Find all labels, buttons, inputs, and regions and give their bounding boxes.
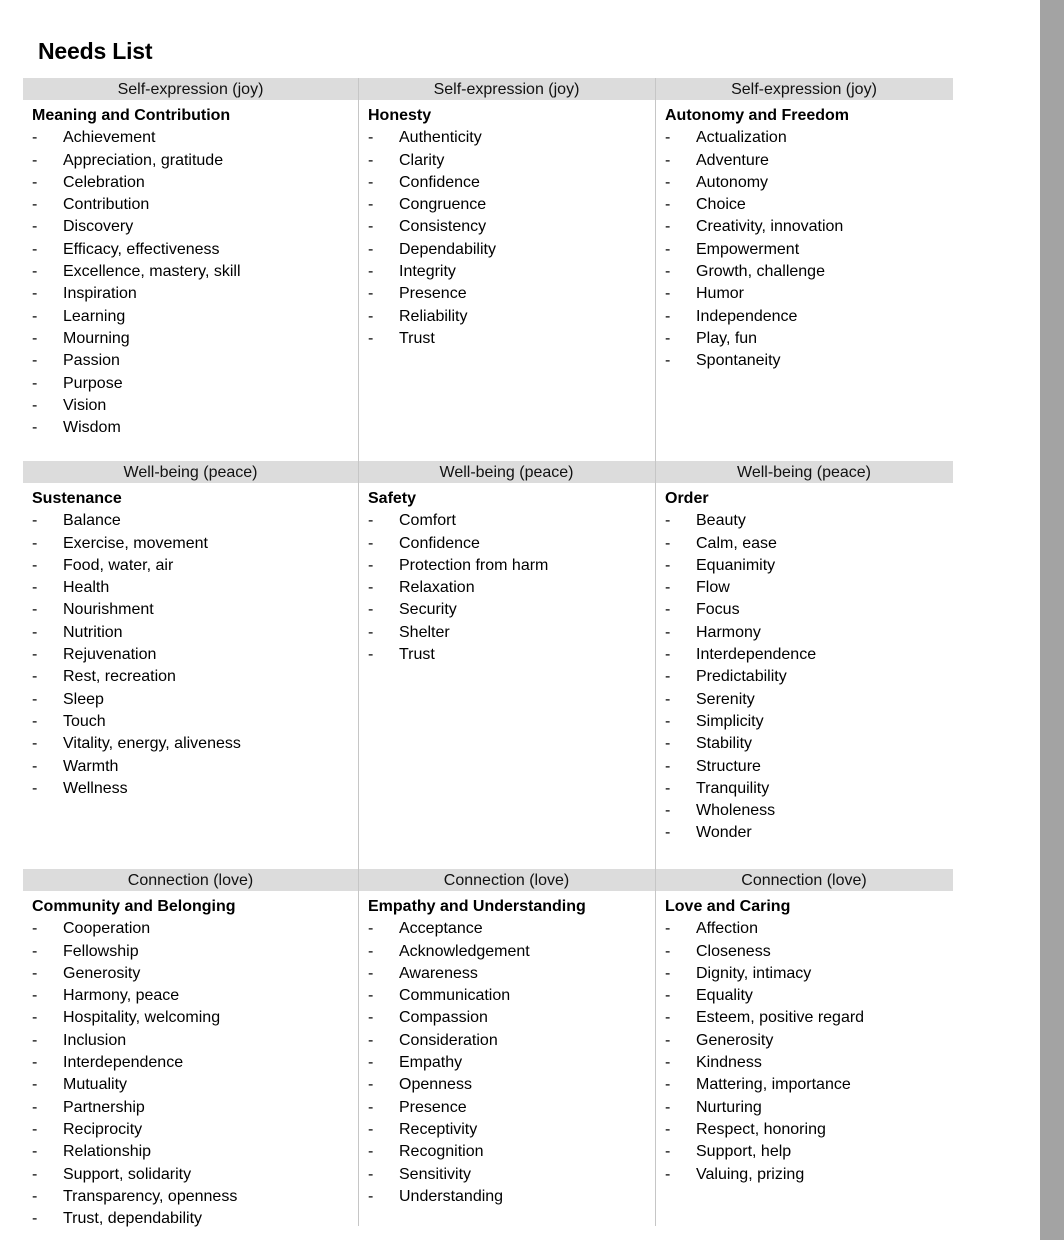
table-band-peace xyxy=(23,461,953,869)
category-heading: Meaning and Contribution xyxy=(32,107,231,124)
need-item: - Recognition xyxy=(368,1141,655,1163)
need-item: - Balance xyxy=(32,510,358,532)
need-category xyxy=(358,488,655,845)
need-item: - Actualization xyxy=(665,127,953,149)
need-item: - Openness xyxy=(368,1074,655,1096)
header-row xyxy=(23,869,953,891)
need-item: - Exercise, movement xyxy=(32,533,358,555)
need-item: - Authenticity xyxy=(368,127,655,149)
table-band-joy xyxy=(23,78,953,461)
need-item: - Purpose xyxy=(32,373,358,395)
need-item: - Receptivity xyxy=(368,1119,655,1141)
need-list xyxy=(665,127,953,372)
column-header: Connection (love) xyxy=(443,872,570,889)
need-item: - Respect, honoring xyxy=(665,1119,953,1141)
need-item: - Humor xyxy=(665,283,953,305)
need-item: - Generosity xyxy=(32,963,358,985)
vertical-scrollbar[interactable] xyxy=(1040,0,1064,1240)
category-heading: Safety xyxy=(368,490,417,507)
need-item: - Acceptance xyxy=(368,918,655,940)
need-list xyxy=(368,510,655,666)
need-item: - Partnership xyxy=(32,1097,358,1119)
column-divider xyxy=(655,461,656,869)
need-category xyxy=(23,488,358,845)
need-item: - Rejuvenation xyxy=(32,644,358,666)
need-item: - Beauty xyxy=(665,510,953,532)
need-item: - Vitality, energy, aliveness xyxy=(32,733,358,755)
need-item: - Inspiration xyxy=(32,283,358,305)
need-item: - Trust xyxy=(368,328,655,350)
column-divider xyxy=(358,869,359,1226)
need-item: - Valuing, prizing xyxy=(665,1164,953,1186)
need-item: - Rest, recreation xyxy=(32,666,358,688)
need-item: - Inclusion xyxy=(32,1030,358,1052)
need-category xyxy=(655,896,953,1230)
need-item: - Relaxation xyxy=(368,577,655,599)
need-category xyxy=(23,896,358,1230)
need-item: - Growth, challenge xyxy=(665,261,953,283)
need-item: - Confidence xyxy=(368,533,655,555)
need-item: - Touch xyxy=(32,711,358,733)
need-category xyxy=(655,488,953,845)
need-item: - Simplicity xyxy=(665,711,953,733)
need-item: - Warmth xyxy=(32,756,358,778)
need-item: - Hospitality, welcoming xyxy=(32,1007,358,1029)
need-category xyxy=(358,105,655,439)
need-item: - Wholeness xyxy=(665,800,953,822)
need-item: - Mutuality xyxy=(32,1074,358,1096)
need-item: - Protection from harm xyxy=(368,555,655,577)
need-item: - Trust, dependability xyxy=(32,1208,358,1230)
need-item: - Mourning xyxy=(32,328,358,350)
need-item: - Choice xyxy=(665,194,953,216)
column-divider xyxy=(358,78,359,461)
need-item: - Achievement xyxy=(32,127,358,149)
column-header: Connection (love) xyxy=(741,872,867,889)
need-item: - Wisdom xyxy=(32,417,358,439)
need-item: - Discovery xyxy=(32,216,358,238)
need-item: - Empowerment xyxy=(665,239,953,261)
need-item: - Awareness xyxy=(368,963,655,985)
need-item: - Confidence xyxy=(368,172,655,194)
need-item: - Play, fun xyxy=(665,328,953,350)
need-item: - Learning xyxy=(32,306,358,328)
need-item: - Sleep xyxy=(32,689,358,711)
need-item: - Congruence xyxy=(368,194,655,216)
need-item: - Efficacy, effectiveness xyxy=(32,239,358,261)
need-item: - Stability xyxy=(665,733,953,755)
table-band-love xyxy=(23,869,953,1226)
need-list xyxy=(665,918,953,1186)
need-item: - Support, solidarity xyxy=(32,1164,358,1186)
need-item: - Focus xyxy=(665,599,953,621)
need-item: - Comfort xyxy=(368,510,655,532)
need-item: - Security xyxy=(368,599,655,621)
need-list xyxy=(368,918,655,1208)
need-item: - Understanding xyxy=(368,1186,655,1208)
need-item: - Presence xyxy=(368,283,655,305)
need-category xyxy=(358,896,655,1230)
need-item: - Calm, ease xyxy=(665,533,953,555)
need-item: - Flow xyxy=(665,577,953,599)
need-item: - Nutrition xyxy=(32,622,358,644)
need-item: - Dignity, intimacy xyxy=(665,963,953,985)
header-row xyxy=(23,78,953,100)
need-item: - Communication xyxy=(368,985,655,1007)
need-item: - Equanimity xyxy=(665,555,953,577)
need-item: - Wonder xyxy=(665,822,953,844)
need-item: - Shelter xyxy=(368,622,655,644)
category-heading: Love and Caring xyxy=(665,898,791,915)
need-item: - Sensitivity xyxy=(368,1164,655,1186)
body-row xyxy=(23,483,953,845)
need-item: - Consistency xyxy=(368,216,655,238)
category-heading: Sustenance xyxy=(32,490,122,507)
need-item: - Food, water, air xyxy=(32,555,358,577)
need-item: - Consideration xyxy=(368,1030,655,1052)
need-item: - Creativity, innovation xyxy=(665,216,953,238)
column-header: Self-expression (joy) xyxy=(117,81,264,98)
column-header: Well-being (peace) xyxy=(737,464,871,481)
need-list xyxy=(665,510,953,844)
column-header: Self-expression (joy) xyxy=(731,81,877,98)
need-item: - Cooperation xyxy=(32,918,358,940)
need-item: - Passion xyxy=(32,350,358,372)
need-item: - Transparency, openness xyxy=(32,1186,358,1208)
need-category xyxy=(23,105,358,439)
need-item: - Dependability xyxy=(368,239,655,261)
need-item: - Acknowledgement xyxy=(368,941,655,963)
need-item: - Clarity xyxy=(368,150,655,172)
page-title: Needs List xyxy=(38,38,153,64)
need-list xyxy=(368,127,655,350)
need-item: - Celebration xyxy=(32,172,358,194)
need-item: - Interdependence xyxy=(32,1052,358,1074)
need-item: - Wellness xyxy=(32,778,358,800)
column-header: Well-being (peace) xyxy=(123,464,258,481)
need-item: - Empathy xyxy=(368,1052,655,1074)
need-item: - Excellence, mastery, skill xyxy=(32,261,358,283)
need-item: - Nourishment xyxy=(32,599,358,621)
category-heading: Autonomy and Freedom xyxy=(665,107,850,124)
need-item: - Tranquility xyxy=(665,778,953,800)
body-row xyxy=(23,891,953,1230)
need-item: - Fellowship xyxy=(32,941,358,963)
category-heading: Empathy and Understanding xyxy=(368,898,586,915)
need-item: - Equality xyxy=(665,985,953,1007)
need-item: - Nurturing xyxy=(665,1097,953,1119)
need-item: - Reciprocity xyxy=(32,1119,358,1141)
need-item: - Integrity xyxy=(368,261,655,283)
need-item: - Adventure xyxy=(665,150,953,172)
need-item: - Closeness xyxy=(665,941,953,963)
need-item: - Kindness xyxy=(665,1052,953,1074)
need-item: - Harmony xyxy=(665,622,953,644)
need-item: - Support, help xyxy=(665,1141,953,1163)
need-category xyxy=(655,105,953,439)
need-item: - Generosity xyxy=(665,1030,953,1052)
need-item: - Affection xyxy=(665,918,953,940)
needs-table xyxy=(23,78,953,1226)
need-item: - Esteem, positive regard xyxy=(665,1007,953,1029)
header-row xyxy=(23,461,953,483)
need-item: - Presence xyxy=(368,1097,655,1119)
need-item: - Health xyxy=(32,577,358,599)
column-divider xyxy=(655,78,656,461)
need-item: - Structure xyxy=(665,756,953,778)
column-divider xyxy=(358,461,359,869)
need-item: - Interdependence xyxy=(665,644,953,666)
need-item: - Vision xyxy=(32,395,358,417)
need-item: - Reliability xyxy=(368,306,655,328)
need-list xyxy=(32,510,358,800)
need-item: - Relationship xyxy=(32,1141,358,1163)
need-item: - Appreciation, gratitude xyxy=(32,150,358,172)
column-divider xyxy=(655,869,656,1226)
need-item: - Compassion xyxy=(368,1007,655,1029)
category-heading: Order xyxy=(665,490,709,507)
need-item: - Spontaneity xyxy=(665,350,953,372)
need-list xyxy=(32,127,358,439)
category-heading: Community and Belonging xyxy=(32,898,236,915)
need-item: - Contribution xyxy=(32,194,358,216)
column-header: Connection (love) xyxy=(127,872,254,889)
need-item: - Independence xyxy=(665,306,953,328)
need-list xyxy=(32,918,358,1230)
need-item: - Mattering, importance xyxy=(665,1074,953,1096)
need-item: - Serenity xyxy=(665,689,953,711)
need-item: - Autonomy xyxy=(665,172,953,194)
column-header: Well-being (peace) xyxy=(439,464,574,481)
column-header: Self-expression (joy) xyxy=(433,81,580,98)
need-item: - Predictability xyxy=(665,666,953,688)
need-item: - Trust xyxy=(368,644,655,666)
body-row xyxy=(23,100,953,439)
category-heading: Honesty xyxy=(368,107,432,124)
need-item: - Harmony, peace xyxy=(32,985,358,1007)
